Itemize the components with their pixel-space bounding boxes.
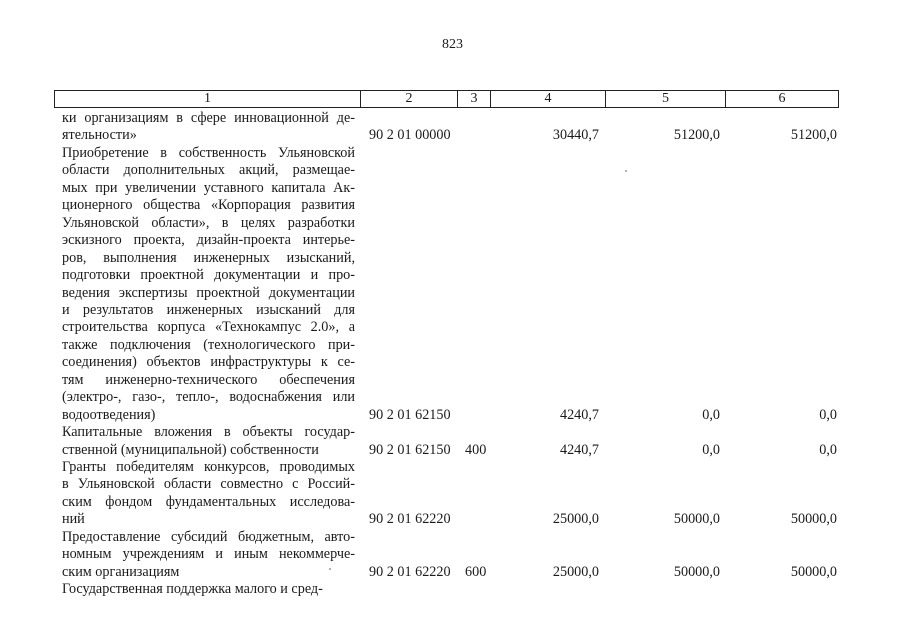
row-text-line: ров, выполнения инженерных изысканий,: [62, 250, 355, 266]
row-text-line: ки организациям в сфере инновационной де-: [62, 110, 355, 126]
table-header-row: [54, 90, 839, 108]
value-col5: 0,0: [702, 407, 720, 423]
code-cell: 90 2 01 62150: [369, 407, 451, 423]
row-text-line: водоотведения): [62, 407, 156, 423]
row-text-line: ционерного общества «Корпорация развития: [62, 197, 355, 213]
row-text-line: эскизного проекта, дизайн-проекта интерье-: [62, 232, 355, 248]
value-col4: 4240,7: [559, 407, 599, 423]
value-col6: 50000,0: [790, 564, 837, 580]
column-header-1: 1: [55, 91, 361, 107]
code-cell: 90 2 01 62220: [369, 564, 451, 580]
value-col5: 50000,0: [673, 511, 720, 527]
code-cell: 90 2 01 62220: [369, 511, 451, 527]
row-text-line: ственной (муниципальной) собственности: [62, 442, 319, 458]
row-text-line: мых при увеличении уставного капитала Ак-: [62, 180, 355, 196]
value-col6: 0,0: [819, 407, 837, 423]
column-header-6: 6: [778, 91, 786, 106]
column-header-4: 4: [491, 91, 606, 107]
row-text-line: соединения) объектов инфраструктуры к се-: [62, 354, 355, 370]
scan-speck: [625, 170, 627, 172]
row-text-line: Предоставление субсидий бюджетным, авто-: [62, 529, 355, 545]
code-cell: 90 2 01 62150: [369, 442, 451, 458]
row-text-line: Гранты победителям конкурсов, проводимых: [62, 459, 355, 475]
row-text-line: в Ульяновской области совместно с Россий-: [62, 476, 355, 492]
row-text-line: ведения экспертизы проектной документации: [62, 285, 355, 301]
column-header-2: 2: [361, 91, 458, 107]
value-col6: 51200,0: [790, 127, 837, 143]
type-cell: 400: [465, 442, 487, 458]
value-col6: 50000,0: [790, 511, 837, 527]
value-col4: 30440,7: [552, 127, 599, 143]
row-text-line: Капитальные вложения в объекты государ-: [62, 424, 355, 440]
column-header-5: 5: [606, 91, 726, 107]
row-text-line: и результатов инженерных изысканий для: [62, 302, 355, 318]
row-text-line: подготовки проектной документации и про-: [62, 267, 355, 283]
value-col4: 25000,0: [552, 511, 599, 527]
column-header-3: 3: [458, 91, 491, 107]
row-text-line: номным учреждениям и иным некоммерче-: [62, 546, 355, 562]
page-number: 823: [442, 37, 463, 52]
value-col5: 51200,0: [673, 127, 720, 143]
value-col6: 0,0: [819, 442, 837, 458]
row-text-line: Ульяновской области», в целях разработки: [62, 215, 355, 231]
row-text-line: (электро-, газо-, тепло-, водоснабжения или: [62, 389, 355, 405]
code-cell: 90 2 01 00000: [369, 127, 451, 143]
value-col5: 0,0: [702, 442, 720, 458]
row-text-line: области дополнительных акций, размещае-: [62, 162, 355, 178]
row-text-line: ским организациям: [62, 564, 180, 580]
row-text-line: ний: [62, 511, 85, 527]
row-text-line: ятельности»: [62, 127, 137, 143]
row-text-line: Государственная поддержка малого и сред-: [62, 581, 323, 597]
scan-speck: [329, 568, 331, 570]
value-col5: 50000,0: [673, 564, 720, 580]
value-col4: 4240,7: [559, 442, 599, 458]
value-col4: 25000,0: [552, 564, 599, 580]
row-text-line: Приобретение в собственность Ульяновской: [62, 145, 355, 161]
row-text-line: тям инженерно-технического обеспечения: [62, 372, 355, 388]
row-text-line: строительства корпуса «Технокампус 2.0», а: [62, 319, 355, 335]
row-text-line: также подключения (технологического при-: [62, 337, 355, 353]
row-text-line: ским фондом фундаментальных исследова-: [62, 494, 355, 510]
type-cell: 600: [465, 564, 487, 580]
